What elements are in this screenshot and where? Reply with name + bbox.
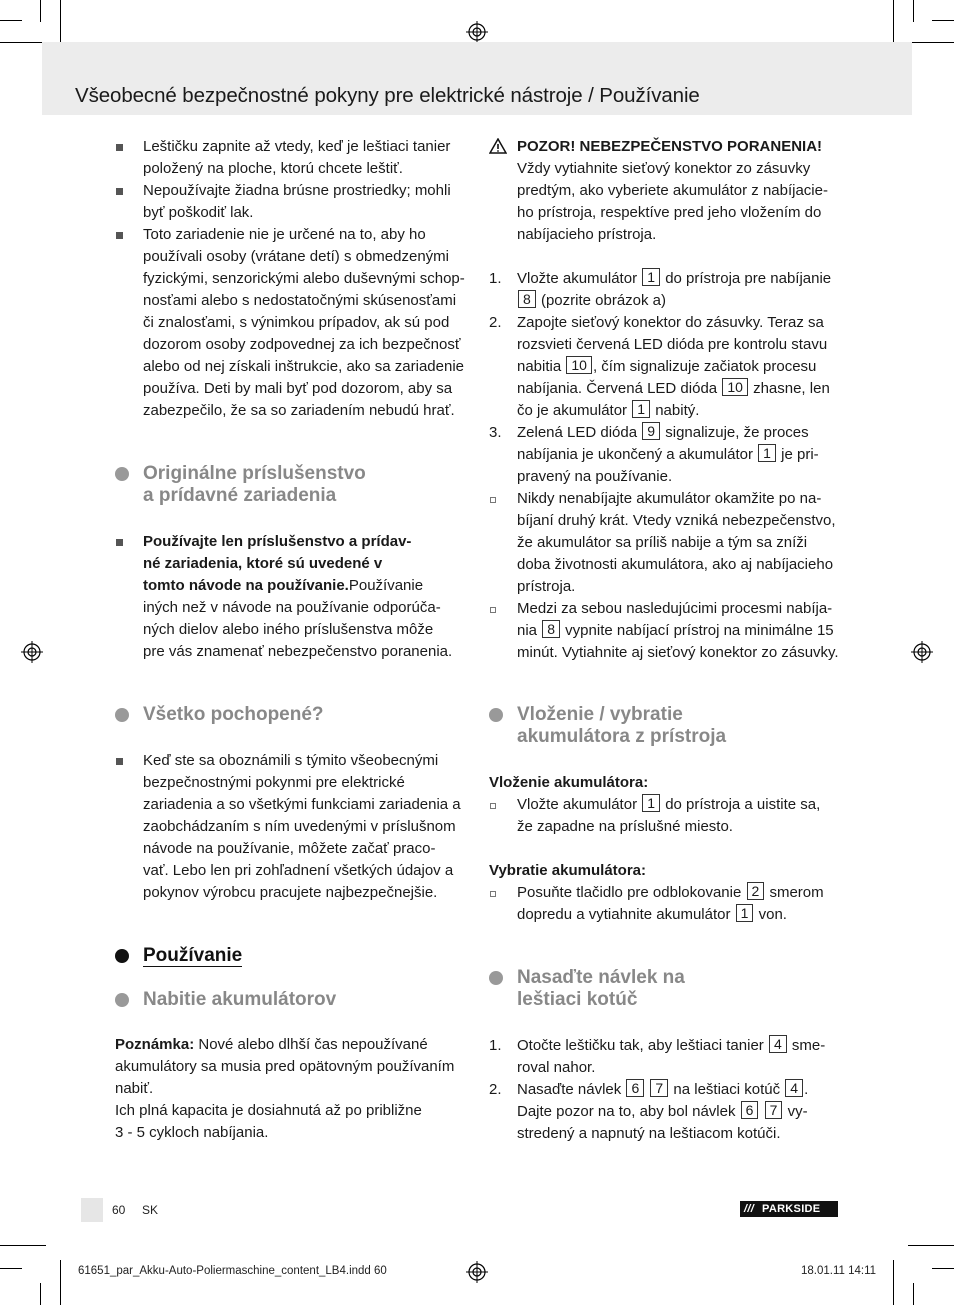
registration-mark-icon <box>466 21 488 43</box>
section-heading: Používanie <box>115 945 470 967</box>
accessories-section <box>115 463 470 507</box>
warning-block <box>489 136 844 246</box>
list-item: Nepoužívajte žiadna brúsne prostriedky; mohli byť poškodiť lak. <box>115 180 470 224</box>
list-item: Vložte akumulátor 1 do prístroja a uistite sa, že zapadne na príslušné miesto. <box>489 794 844 838</box>
part-reference: 8 <box>542 620 560 638</box>
list-item: 3. Zelená LED dióda 9 signalizuje, že proces nabíjania je ukončený a akumulátor 1 je pri- pravený na používanie. <box>489 423 819 485</box>
part-reference: 1 <box>758 444 776 462</box>
warning-item: POZOR! NEBEZPEČENSTVO PORANENIA! Vždy vytiahnite sieťový konektor zo zásuvky predtým, ako vyberiete akumulátor z nabíjacie- ho prístroja, respektíve pred jeho vložením do nabíjacieho prístroja. <box>489 136 844 246</box>
part-reference: 7 <box>765 1101 783 1119</box>
part-reference: 6 <box>741 1101 759 1119</box>
part-reference: 1 <box>642 268 660 286</box>
list-item: 2. Zapojte sieťový konektor do zásuvky. Teraz sa rozsvieti červená LED dióda pre kontrolu stavu nabitia 10 , čím signalizuje začiatok procesu nabíjania. Červená LED dióda 10 zhasne, len čo je akumulátor 1 nabitý. <box>489 314 830 419</box>
registration-mark-icon <box>466 1261 488 1283</box>
square-bullet-icon <box>116 144 123 151</box>
page-title: Všeobecné bezpečnostné pokyny pre elektrické nástroje / Používanie <box>75 84 700 107</box>
crop-mark <box>0 20 22 21</box>
open-square-bullet-icon <box>490 497 496 503</box>
brand-logo: /// PARKSIDE <box>740 1201 838 1217</box>
list-item: Medzi za sebou nasledujúcimi procesmi nabíja- nia 8 vypnite nabíjací prístroj na minimálne 15 minút. Vytiahnite aj sieťový konektor zo zásuvky. <box>489 598 844 664</box>
list-item: 2. Nasaďte návlek 6 7 na leštiaci kotúč 4 . Dajte pozor na to, aby bol návlek 6 7 vy- stredený a napnutý na leštiacom kotúči. <box>489 1080 809 1142</box>
part-reference: 1 <box>642 794 660 812</box>
crop-mark <box>893 0 894 46</box>
charging-steps <box>489 268 844 664</box>
part-reference: 4 <box>769 1035 787 1053</box>
usage-section <box>115 945 470 967</box>
crop-mark <box>0 1245 46 1246</box>
part-reference: 6 <box>626 1079 644 1097</box>
warning-triangle-icon <box>489 138 507 154</box>
open-square-bullet-icon <box>490 803 496 809</box>
square-bullet-icon <box>116 758 123 765</box>
section-heading: Všetko pochopené? <box>115 704 470 726</box>
section-dot-icon <box>115 993 129 1007</box>
registration-mark-icon <box>21 641 43 663</box>
section-dot-icon <box>489 708 503 722</box>
part-reference: 8 <box>518 290 536 308</box>
crop-mark <box>913 0 914 22</box>
square-bullet-icon <box>116 188 123 195</box>
print-date: 18.01.11 14:11 <box>801 1265 877 1277</box>
insert-text: Vloženie akumulátora: Vložte akumulátor 1 do prístroja a uistite sa, že zapadne na príslušné miesto. Vybratie akumulátora: Posuňte tlačidlo pre odblokovanie 2 smerom dopredu a vytiahnite akumulátor 1 von. <box>489 772 844 926</box>
section-heading: Nabitie akumulátorov <box>115 989 470 1011</box>
crop-mark <box>60 1260 61 1305</box>
crop-mark <box>0 42 46 43</box>
file-slug: 61651_par_Akku-Auto-Poliermaschine_content_LB4.indd 60 <box>78 1265 387 1277</box>
part-reference: 4 <box>785 1079 803 1097</box>
insert-section <box>489 704 844 748</box>
open-square-bullet-icon <box>490 891 496 897</box>
list-item: Nikdy nenabíjajte akumulátor okamžite po na- bíjaní druhý krát. Vtedy vzniká nebezpečenstvo, že akumulátor sa príliš nabije a tým sa zníži doba životnosti akumulátora, ako aj nabíjacieho prístroja. <box>489 488 844 598</box>
part-reference: 9 <box>642 422 660 440</box>
list-item: Posuňte tlačidlo pre odblokovanie 2 smerom dopredu a vytiahnite akumulátor 1 von. <box>489 882 844 926</box>
charging-section <box>115 989 470 1011</box>
section-dot-icon <box>115 467 129 481</box>
section-heading: Originálne príslušenstvo a prídavné zariadenia <box>115 463 470 507</box>
section-heading: Vloženie / vybratie akumulátora z prístroja <box>489 704 844 748</box>
part-reference: 1 <box>736 904 754 922</box>
crop-mark <box>0 1268 22 1269</box>
section-dot-icon <box>489 971 503 985</box>
crop-mark <box>908 1245 954 1246</box>
crop-mark <box>40 0 41 22</box>
crop-mark <box>60 0 61 46</box>
crop-mark <box>40 1283 41 1305</box>
list-item: Používajte len príslušenstvo a prídav- né zariadenia, ktoré sú uvedené v tomto návode na používanie.Používanie iných než v návode na používanie odporúča- ných dielov alebo iného príslušenstva môže pre vás znamenať nebezpečenstvo poranenia. <box>115 531 470 663</box>
square-bullet-icon <box>116 232 123 239</box>
section-dot-icon <box>115 949 129 963</box>
open-square-bullet-icon <box>490 607 496 613</box>
list-item: 1. Vložte akumulátor 1 do prístroja pre nabíjanie 8 (pozrite obrázok a) <box>489 269 832 309</box>
crop-mark <box>932 20 954 21</box>
part-reference: 2 <box>747 882 765 900</box>
page-number-box <box>81 1198 103 1222</box>
understood-section <box>115 704 470 726</box>
section-dot-icon <box>115 708 129 722</box>
part-reference: 7 <box>650 1079 668 1097</box>
section-heading: Nasaďte návlek na leštiaci kotúč <box>489 967 844 1011</box>
registration-mark-icon <box>911 641 933 663</box>
language-code: SK <box>142 1203 159 1217</box>
list-item: Leštičku zapnite až vtedy, keď je leštiaci tanier položený na ploche, ktorú chcete leštiť. <box>115 136 470 180</box>
list-item: Toto zariadenie nie je určené na to, aby ho používali osoby (vrátane detí) s obmedzenými fyzickými, senzorickými alebo duševnými schop- nosťami alebo s nedostatočnými skúsenosťami či znalosťami, s výnimkou prípadov, ak sú pod dozorom osoby zodpovednej za ich bezpečnosť alebo od nej získali inštrukcie, ako sa zariadenie používa. Deti by mali byť pod dozorom, aby sa zabezpečilo, že sa so zariadením nebudú hrať. <box>115 224 470 422</box>
crop-mark <box>913 1283 914 1305</box>
cover-steps <box>489 1035 844 1145</box>
list-item: Keď ste sa oboznámili s týmito všeobecnými bezpečnostnými pokynmi pre elektrické zariadenia a so všetkými funkciami zariadenia a zaobchádzaním s ním uvedenými v príslušnom návode na používanie, môžete začať praco- vať. Lebo len pri zohľadnení všetkých údajov a pokynov výrobcu pracujete najbezpečnejšie. <box>115 750 470 904</box>
accessories-text <box>115 531 470 663</box>
crop-mark <box>908 42 954 43</box>
left-bullets <box>115 136 470 422</box>
cover-section <box>489 967 844 1011</box>
crop-mark <box>932 1268 954 1269</box>
part-reference: 10 <box>566 356 592 374</box>
page-number: 60 <box>112 1203 126 1217</box>
understood-text <box>115 750 470 904</box>
part-reference: 10 <box>722 378 748 396</box>
list-item: 1. Otočte leštičku tak, aby leštiaci tanier 4 sme- roval nahor. <box>489 1036 826 1076</box>
square-bullet-icon <box>116 539 123 546</box>
crop-mark <box>893 1260 894 1305</box>
part-reference: 1 <box>632 400 650 418</box>
charging-note: Poznámka: Nové alebo dlhší čas nepoužívané akumulátory sa musia pred opätovným používaním nabiť. Ich plná kapacita je dosiahnutá až po približne 3 - 5 cykloch nabíjania. <box>115 1036 455 1141</box>
